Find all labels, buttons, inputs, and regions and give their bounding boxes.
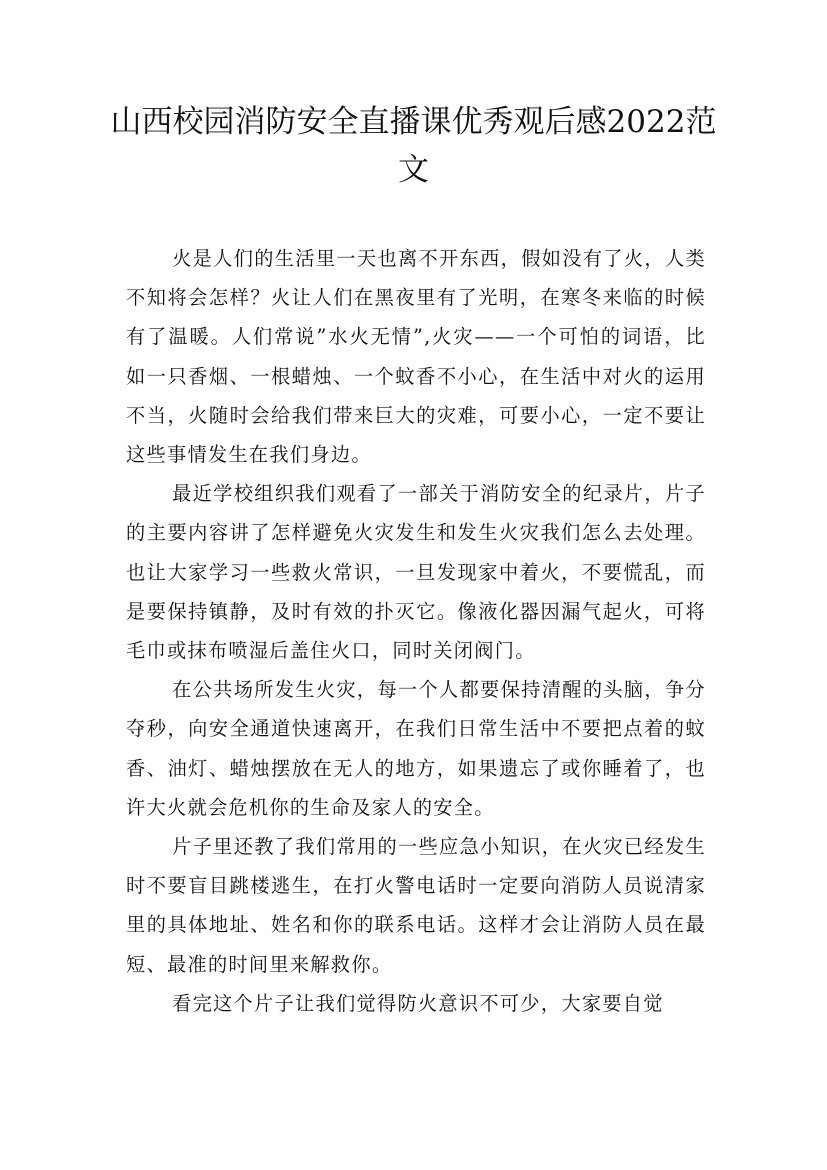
document-title: 山西校园消防安全直播课优秀观后感2022范文 [110,104,717,188]
document-body [126,239,706,1023]
paragraph: 火是人们的生活里一天也离不开东西，假如没有了火，人类不知将会怎样？火让人们在黑夜里有了光明，在寒冬来临的时候有了温暖。人们常说”水火无情”,火灾——一个可怕的词语，比如一只香烟、一根蜡烛、一个蚊香不小心，在生活中对火的运用不当，火随时会给我们带来巨大的灾难，可要小心，一定不要让这些事情发生在我们身边。 [126,247,706,467]
paragraph: 最近学校组织我们观看了一部关于消防安全的纪录片，片子的主要内容讲了怎样避免火灾发生和发生火灾我们怎么去处理。也让大家学习一些救火常识，一旦发现家中着火，不要慌乱，而是要保持镇静，及时有效的扑灭它。像液化器因漏气起火，可将毛巾或抹布喷湿后盖住火口，同时关闭阀门。 [126,482,706,663]
paragraph: 在公共场所发生火灾，每一个人都要保持清醒的头脑，争分夺秒，向安全通道快速离开，在我们日常生活中不要把点着的蚊香、油灯、蜡烛摆放在无人的地方，如果遗忘了或你睡着了，也许大火就会危机你的生命及家人的安全。 [126,678,706,819]
paragraph: 看完这个片子让我们觉得防火意识不可少，大家要自觉 [172,991,664,1015]
paragraph: 片子里还教了我们常用的一些应急小知识，在火灾已经发生时不要盲目跳楼逃生，在打火警电话时一定要向消防人员说清家里的具体地址、姓名和你的联系电话。这样才会让消防人员在最短、最准的时间里来解救你。 [126,835,706,976]
